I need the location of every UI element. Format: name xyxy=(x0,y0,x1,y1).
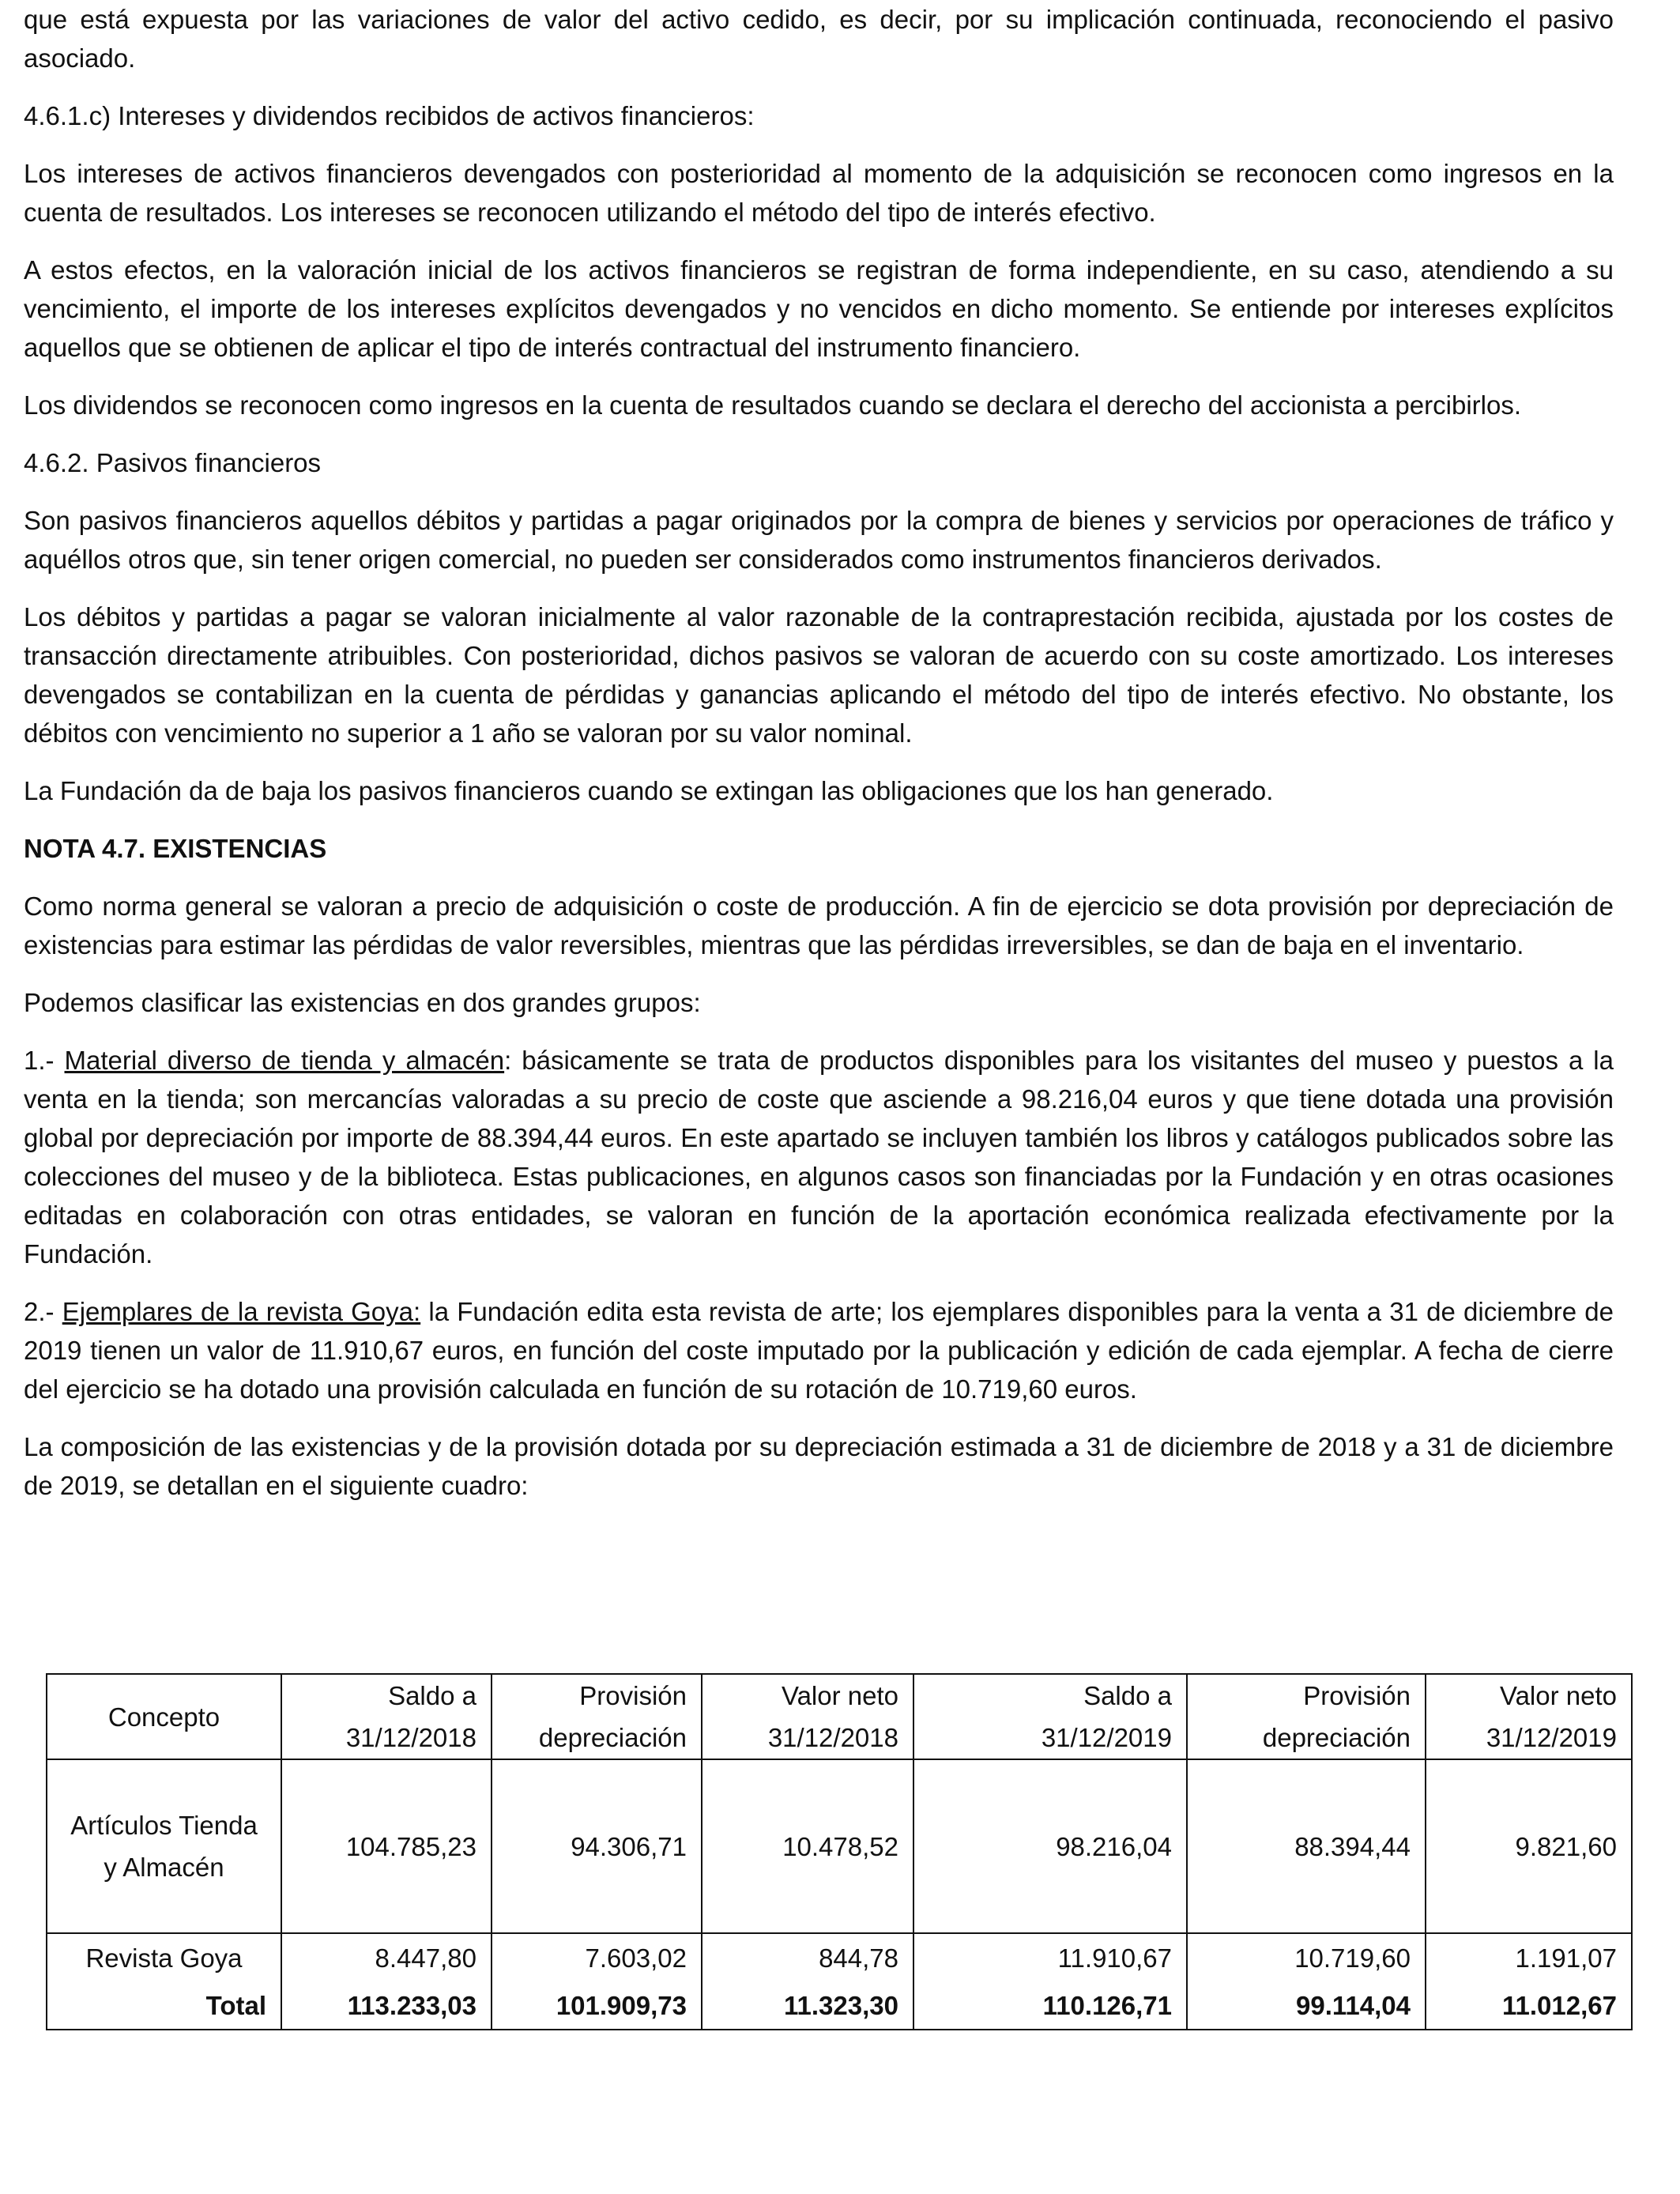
header-cell-valor-neto-2018: Valor neto 31/12/2018 xyxy=(702,1674,913,1759)
table-row xyxy=(47,1759,1632,1933)
table-cell: 88.394,44 xyxy=(1187,1759,1426,1933)
paragraph: que está expuesta por las variaciones de valor del activo cedido, es decir, por su implicación continuada, reconociendo el pasivo asociado. xyxy=(24,5,1614,73)
row-label-total: Total xyxy=(47,1981,281,2030)
note-heading: NOTA 4.7. EXISTENCIAS xyxy=(24,834,327,863)
table-cell: 113.233,03 xyxy=(281,1981,492,2030)
paragraph: Los intereses de activos financieros devengados con posterioridad al momento de la adquisición se reconocen como ingresos en la cuenta de resultados. Los intereses se reconocen utilizando el método del tipo de interés efectivo. xyxy=(24,159,1614,227)
section-heading: 4.6.1.c) Intereses y dividendos recibidos de activos financieros: xyxy=(24,101,755,130)
document-page xyxy=(24,0,1614,1524)
paragraph: Los débitos y partidas a pagar se valoran inicialmente al valor razonable de la contraprestación recibida, ajustada por los costes de transacción directamente atribuibles. Con posterioridad, dichos pasivos se valoran de acuerdo con su coste amortizado. Los intereses devengados se contabilizan en la cuenta de pérdidas y ganancias aplicando el método del tipo de interés efectivo. No obstante, los débitos con vencimiento no superior a 1 año se valoran por su valor nominal. xyxy=(24,602,1614,748)
paragraph: La Fundación da de baja los pasivos financieros cuando se extingan las obligaciones que los han generado. xyxy=(24,776,1274,805)
header-cell-concepto: Concepto xyxy=(47,1674,281,1759)
table-total-row xyxy=(47,1981,1632,2030)
table-cell: 110.126,71 xyxy=(913,1981,1187,2030)
paragraph-text: : básicamente se trata de productos disponibles para los visitantes del museo y puestos a la venta en la tienda; son mercancías valoradas a su precio de coste que asciende a 98.216,04 euros y que tiene dotada una provisión global por depreciación por importe de 88.394,44 euros. En este apartado se incluyen también los libros y catálogos publicados sobre las colecciones del museo y de la biblioteca. Estas publicaciones, en algunos casos son financiadas por la Fundación y en otras ocasiones editadas en colaboración con otras entidades, se valoran en función de la aportación económica realizada efectivamente por la Fundación. xyxy=(24,1046,1614,1269)
paragraph: Podemos clasificar las existencias en dos grandes grupos: xyxy=(24,988,701,1017)
paragraph-group-1 xyxy=(24,1041,1614,1273)
table-cell: 9.821,60 xyxy=(1426,1759,1632,1933)
underlined-term: Ejemplares de la revista Goya: xyxy=(62,1297,421,1326)
paragraph-group-2 xyxy=(24,1292,1614,1408)
list-prefix: 1.- xyxy=(24,1046,65,1075)
header-cell-saldo-2018: Saldo a 31/12/2018 xyxy=(281,1674,492,1759)
header-cell-provision-2018: Provisión depreciación xyxy=(492,1674,702,1759)
table-cell: 11.323,30 xyxy=(702,1981,913,2030)
header-cell-provision-2019: Provisión depreciación xyxy=(1187,1674,1426,1759)
row-label: Revista Goya xyxy=(47,1933,281,1981)
table-cell: 844,78 xyxy=(702,1933,913,1981)
list-prefix: 2.- xyxy=(24,1297,62,1326)
section-heading: 4.6.2. Pasivos financieros xyxy=(24,448,322,477)
existencias-table xyxy=(46,1673,1633,2030)
paragraph: Como norma general se valoran a precio de adquisición o coste de producción. A fin de ejercicio se dota provisión por depreciación de existencias para estimar las pérdidas de valor reversibles, mientras que las pérdidas irreversibles, se dan de baja en el inventario. xyxy=(24,892,1614,959)
header-cell-valor-neto-2019: Valor neto 31/12/2019 xyxy=(1426,1674,1632,1759)
paragraph: A estos efectos, en la valoración inicial de los activos financieros se registran de forma independiente, en su caso, atendiendo a su vencimiento, el importe de los intereses explícitos devengados y no vencidos en dicho momento. Se entiende por intereses explícitos aquellos que se obtienen de aplicar el tipo de interés contractual del instrumento financiero. xyxy=(24,255,1614,362)
paragraph: Los dividendos se reconocen como ingresos en la cuenta de resultados cuando se declara el derecho del accionista a percibirlos. xyxy=(24,390,1521,420)
table-cell: 11.910,67 xyxy=(913,1933,1187,1981)
paragraph-text: la Fundación edita esta revista de arte; los ejemplares disponibles para la venta a 31 de diciembre de 2019 tienen un valor de 11.910,67 euros, en función del coste imputado por la publicación y edición de cada ejemplar. A fecha de cierre del ejercicio se ha dotado una provisión calculada en función de su rotación de 10.719,60 euros. xyxy=(24,1297,1614,1404)
table-cell: 7.603,02 xyxy=(492,1933,702,1981)
row-label: Artículos Tienda y Almacén xyxy=(47,1759,281,1933)
paragraph: Son pasivos financieros aquellos débitos y partidas a pagar originados por la compra de bienes y servicios por operaciones de tráfico y aquéllos otros que, sin tener origen comercial, no pueden ser considerados como instrumentos financieros derivados. xyxy=(24,506,1614,574)
table-header-row xyxy=(47,1674,1632,1759)
table-cell: 10.719,60 xyxy=(1187,1933,1426,1981)
table-cell: 11.012,67 xyxy=(1426,1981,1632,2030)
table-row xyxy=(47,1933,1632,1981)
table-cell: 1.191,07 xyxy=(1426,1933,1632,1981)
table-cell: 98.216,04 xyxy=(913,1759,1187,1933)
table-cell: 8.447,80 xyxy=(281,1933,492,1981)
table-cell: 10.478,52 xyxy=(702,1759,913,1933)
table-cell: 94.306,71 xyxy=(492,1759,702,1933)
paragraph: La composición de las existencias y de la provisión dotada por su depreciación estimada a 31 de diciembre de 2018 y a 31 de diciembre de 2019, se detallan en el siguiente cuadro: xyxy=(24,1432,1614,1500)
table-cell: 99.114,04 xyxy=(1187,1981,1426,2030)
table-cell: 104.785,23 xyxy=(281,1759,492,1933)
existencias-table-wrapper xyxy=(46,1673,1633,2030)
underlined-term: Material diverso de tienda y almacén xyxy=(64,1046,505,1075)
header-cell-saldo-2019: Saldo a 31/12/2019 xyxy=(913,1674,1187,1759)
table-cell: 101.909,73 xyxy=(492,1981,702,2030)
